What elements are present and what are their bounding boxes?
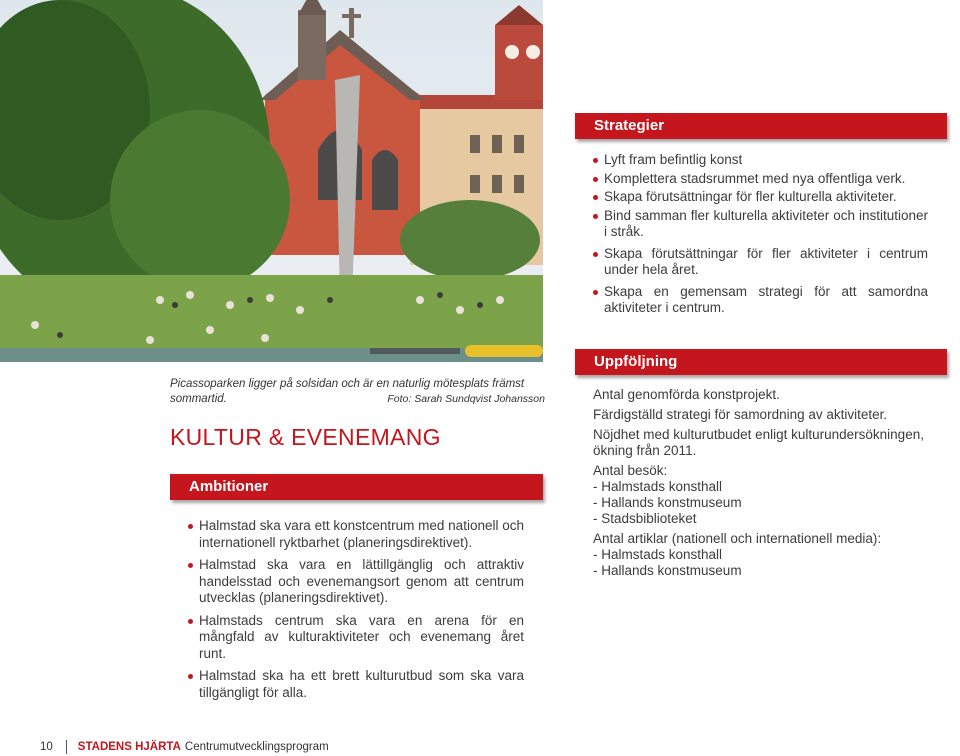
list-item xyxy=(592,284,928,317)
list-item xyxy=(592,246,928,279)
uppfoljning-item: Färdigställd strategi för samordning av aktiviteter. xyxy=(593,407,888,422)
list-item-text: Komplettera stadsrummet med nya offentliga verk. xyxy=(604,170,906,186)
articles-item: - Hallands konstmuseum xyxy=(593,563,742,578)
footer-subtitle: Centrumutvecklingsprogram xyxy=(184,741,329,753)
visits-item: - Stadsbiblioteket xyxy=(593,511,697,526)
list-item xyxy=(187,557,524,607)
uppfoljning-heading: Uppföljning xyxy=(575,349,947,375)
footer-brand: STADENS HJÄRTA xyxy=(77,741,181,753)
bullet-icon xyxy=(593,290,598,295)
strategier-heading: Strategier xyxy=(575,113,947,139)
page-footer xyxy=(40,740,329,754)
footer-divider xyxy=(66,740,67,754)
uppfoljning-articles xyxy=(593,531,933,579)
photo-caption xyxy=(170,377,545,407)
list-item-text: Skapa förutsättningar för fler kulturella aktiviteter. xyxy=(604,189,897,204)
list-item-text: Halmstad ska ha ett brett kulturutbud som ska vara tillgängligt för alla. xyxy=(199,668,524,700)
visits-item: - Halmstads konsthall xyxy=(593,479,723,494)
section-title: KULTUR & EVENEMANG xyxy=(170,424,441,450)
bullet-icon xyxy=(188,674,193,679)
list-item xyxy=(592,189,928,206)
bullet-icon xyxy=(188,619,193,624)
caption-text: Picassoparken ligger på solsidan och är en naturlig mötesplats främst sommartid. xyxy=(170,378,525,405)
list-item-text: Halmstads centrum ska vara en arena för en mångfald av kulturaktiviteter och evenemang året runt. xyxy=(199,612,524,661)
photo-credit: Foto: Sarah Sundqvist Johansson xyxy=(387,393,545,405)
uppfoljning-item: Antal genomförda konstprojekt. xyxy=(593,387,780,402)
list-item-text: Skapa förutsättningar för fler aktiviteter i centrum under hela året. xyxy=(604,245,928,277)
strategier-list xyxy=(592,152,928,322)
bullet-icon xyxy=(593,252,598,257)
list-item xyxy=(592,152,928,169)
visits-title: Antal besök: xyxy=(593,463,668,478)
list-item-text: Lyft fram befintlig konst xyxy=(604,152,743,167)
uppfoljning-item: Nöjdhet med kulturutbudet enligt kulturundersökningen, ökning från 2011. xyxy=(593,427,924,458)
bullet-icon xyxy=(593,195,598,200)
bullet-icon xyxy=(593,214,598,219)
park-church-photo xyxy=(0,0,543,362)
bullet-icon xyxy=(188,563,193,568)
list-item xyxy=(592,171,928,188)
list-item-text: Skapa en gemensam strategi för att samordna aktiviteter i centrum. xyxy=(604,283,928,315)
bullet-icon xyxy=(188,524,193,529)
list-item xyxy=(187,668,524,701)
articles-title: Antal artiklar (nationell och internationell media): xyxy=(593,531,882,546)
photo-illustration xyxy=(0,0,543,362)
ambitioner-list xyxy=(187,518,524,707)
list-item-text: Bind samman fler kulturella aktiviteter och institutioner i stråk. xyxy=(604,207,928,239)
uppfoljning-visits xyxy=(593,463,933,527)
uppfoljning-content xyxy=(593,387,933,583)
list-item-text: Halmstad ska vara en lättillgänglig och attraktiv handelsstad och evenemangsort genom att centrum utvecklas (planeringsdirektivet). xyxy=(199,557,524,605)
visits-item: - Hallands konstmuseum xyxy=(593,495,742,510)
list-item xyxy=(592,208,928,241)
list-item xyxy=(187,518,524,551)
list-item xyxy=(187,613,524,663)
list-item-text: Halmstad ska vara ett konstcentrum med nationell och internationell ryktbarhet (planeringsdirektivet). xyxy=(199,518,524,550)
bullet-icon xyxy=(593,177,598,182)
bullet-icon xyxy=(593,158,598,163)
ambitioner-heading: Ambitioner xyxy=(170,474,543,500)
page-number: 10 xyxy=(40,741,53,753)
articles-item: - Halmstads konsthall xyxy=(593,547,723,562)
